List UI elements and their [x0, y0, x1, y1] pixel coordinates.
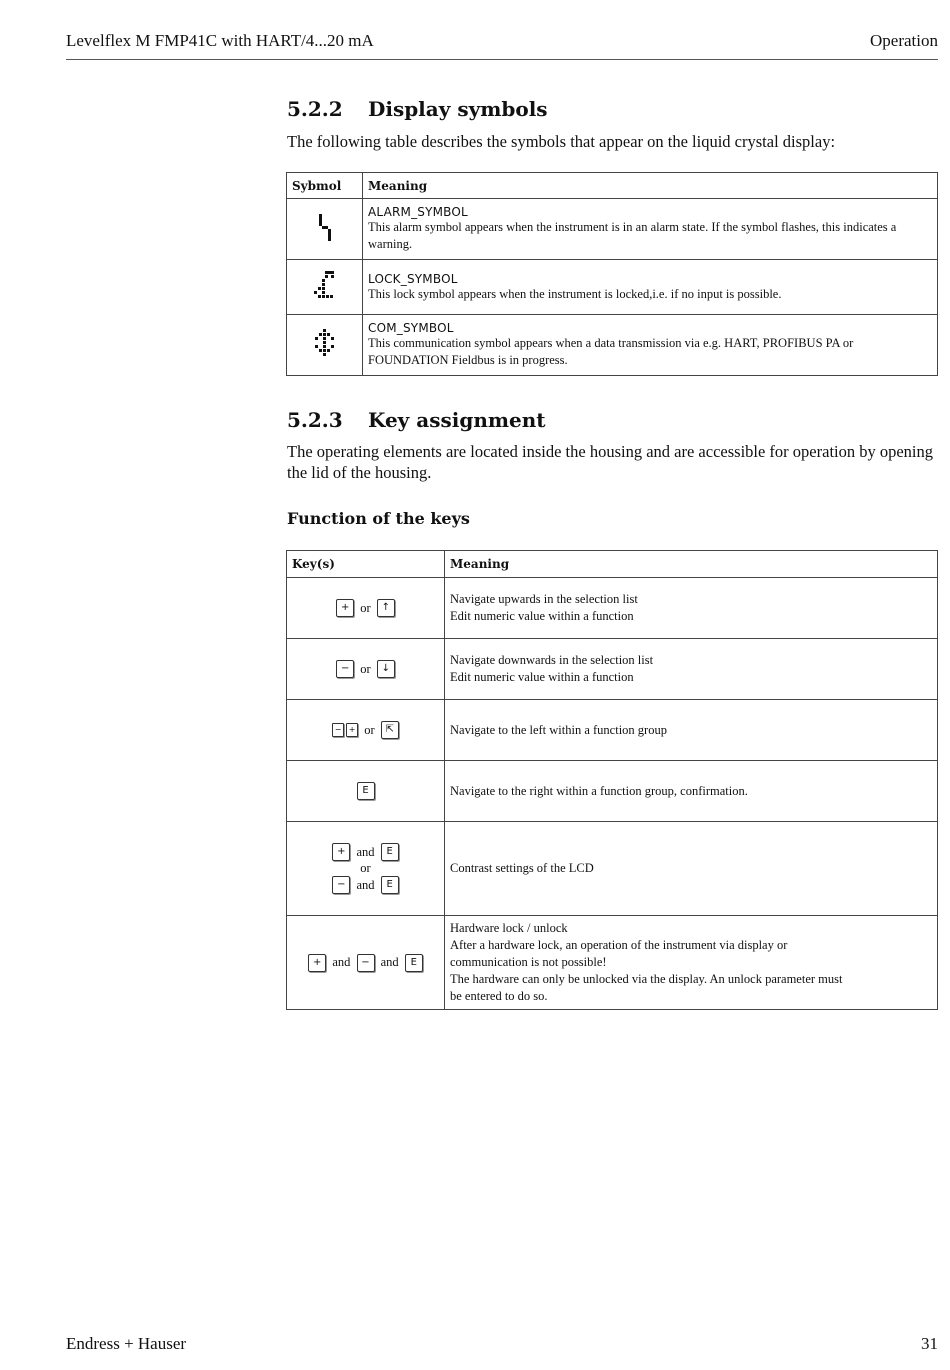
running-header-chapter: Operation — [870, 31, 938, 50]
section-heading-key-assignment — [287, 408, 546, 432]
lock-icon — [313, 270, 337, 300]
table-row — [287, 260, 938, 315]
symbol-cell — [287, 315, 363, 376]
keys-cell — [287, 700, 445, 761]
enter-key-icon: E — [381, 843, 399, 861]
footer-company: Endress + Hauser — [66, 1334, 187, 1353]
alarm-icon — [315, 212, 335, 242]
meaning-line: Navigate to the left within a function group — [450, 722, 667, 737]
section-number: 5.2.3 — [287, 408, 343, 432]
table-row — [287, 761, 938, 822]
meaning-line: communication is not possible! — [450, 955, 607, 969]
communication-icon — [313, 328, 337, 358]
keys-cell — [287, 916, 445, 1010]
display-symbols-table — [286, 172, 938, 376]
meaning-line: Navigate to the right within a function group, confirmation. — [450, 783, 748, 798]
running-header-title: Levelflex M FMP41C with HART/4...20 mA — [66, 31, 374, 50]
keys-cell — [287, 761, 445, 822]
display-symbols-intro: The following table describes the symbols that appear on the liquid crystal display: — [287, 132, 836, 151]
column-header-symbol: Sybmol — [287, 173, 363, 199]
minus-key-icon: − — [332, 876, 350, 894]
keys-cell — [287, 639, 445, 700]
symbol-meaning-cell — [363, 260, 938, 315]
key-meaning-cell — [445, 822, 938, 916]
table-header-row — [287, 551, 938, 578]
symbol-description: This communication symbol appears when a data transmission via e.g. HART, PROFIBUS PA or FOUNDATION Fieldbus is in progress. — [368, 336, 854, 367]
column-header-keys: Key(s) — [287, 551, 445, 578]
symbol-name: LOCK_SYMBOL — [368, 271, 458, 286]
key-function-table — [286, 550, 938, 1010]
key-meaning-cell — [445, 639, 938, 700]
minus-key-icon: − — [357, 954, 375, 972]
minus-key-icon: − — [336, 660, 354, 678]
meaning-line: Edit numeric value within a function — [450, 670, 634, 684]
page-number: 31 — [921, 1334, 938, 1353]
symbol-description: This alarm symbol appears when the instrument is in an alarm state. If the symbol flashes, this indicates a warning. — [368, 220, 897, 251]
conjunction-and: and — [356, 844, 375, 859]
section-number: 5.2.2 — [287, 97, 343, 121]
key-meaning-cell — [445, 578, 938, 639]
meaning-line: After a hardware lock, an operation of the instrument via display or — [450, 938, 788, 952]
enter-key-icon: E — [405, 954, 423, 972]
table-row — [287, 578, 938, 639]
keys-cell — [287, 578, 445, 639]
keys-cell — [287, 822, 445, 916]
meaning-line: Edit numeric value within a function — [450, 609, 634, 623]
plus-key-icon: + — [336, 599, 354, 617]
meaning-line: Navigate upwards in the selection list — [450, 592, 638, 606]
symbol-cell — [287, 260, 363, 315]
subheading-function-of-keys: Function of the keys — [287, 509, 470, 528]
symbol-name: COM_SYMBOL — [368, 321, 454, 335]
enter-key-icon: E — [381, 876, 399, 894]
table-header-row — [287, 173, 938, 199]
conjunction-and: and — [332, 955, 351, 969]
plus-key-icon: + — [308, 954, 326, 972]
plus-key-icon: + — [332, 843, 350, 861]
symbol-name: ALARM_SYMBOL — [368, 205, 468, 219]
table-row — [287, 916, 938, 1010]
symbol-meaning-cell — [363, 315, 938, 376]
down-arrow-key-icon: ↓ — [377, 660, 395, 678]
plus-key-icon: + — [346, 723, 358, 737]
conjunction-or: or — [360, 861, 371, 875]
up-arrow-key-icon: ↑ — [377, 599, 395, 617]
key-meaning-cell — [445, 916, 938, 1010]
table-row — [287, 639, 938, 700]
conjunction-or: or — [364, 722, 375, 737]
conjunction-or: or — [360, 600, 371, 615]
column-header-meaning: Meaning — [445, 551, 938, 578]
symbol-description: This lock symbol appears when the instrument is locked,i.e. if no input is possible. — [368, 286, 782, 301]
section-title: Display symbols — [368, 97, 548, 121]
table-row — [287, 199, 938, 260]
meaning-line: Contrast settings of the LCD — [450, 861, 594, 875]
meaning-line: The hardware can only be unlocked via the display. An unlock parameter must — [450, 972, 843, 986]
table-row — [287, 315, 938, 376]
minus-key-icon: − — [332, 723, 344, 737]
symbol-meaning-cell — [363, 199, 938, 260]
key-meaning-cell — [445, 700, 938, 761]
section-title: Key assignment — [368, 408, 546, 432]
conjunction-or: or — [360, 661, 371, 676]
conjunction-and: and — [380, 955, 399, 969]
table-row — [287, 822, 938, 916]
meaning-line: Navigate downwards in the selection list — [450, 653, 654, 667]
meaning-line: Hardware lock / unlock — [450, 921, 568, 935]
escape-key-icon: ⇱ — [381, 721, 399, 739]
meaning-line: be entered to do so. — [450, 989, 548, 1003]
symbol-cell — [287, 199, 363, 260]
header-rule — [66, 59, 938, 60]
section-heading-display-symbols — [287, 97, 548, 121]
enter-key-icon: E — [357, 782, 375, 800]
key-assignment-intro: The operating elements are located inside the housing and are accessible for operation by opening the lid of the housing. — [287, 442, 934, 482]
column-header-meaning: Meaning — [363, 173, 938, 199]
key-meaning-cell — [445, 761, 938, 822]
conjunction-and: and — [356, 877, 375, 892]
table-row — [287, 700, 938, 761]
